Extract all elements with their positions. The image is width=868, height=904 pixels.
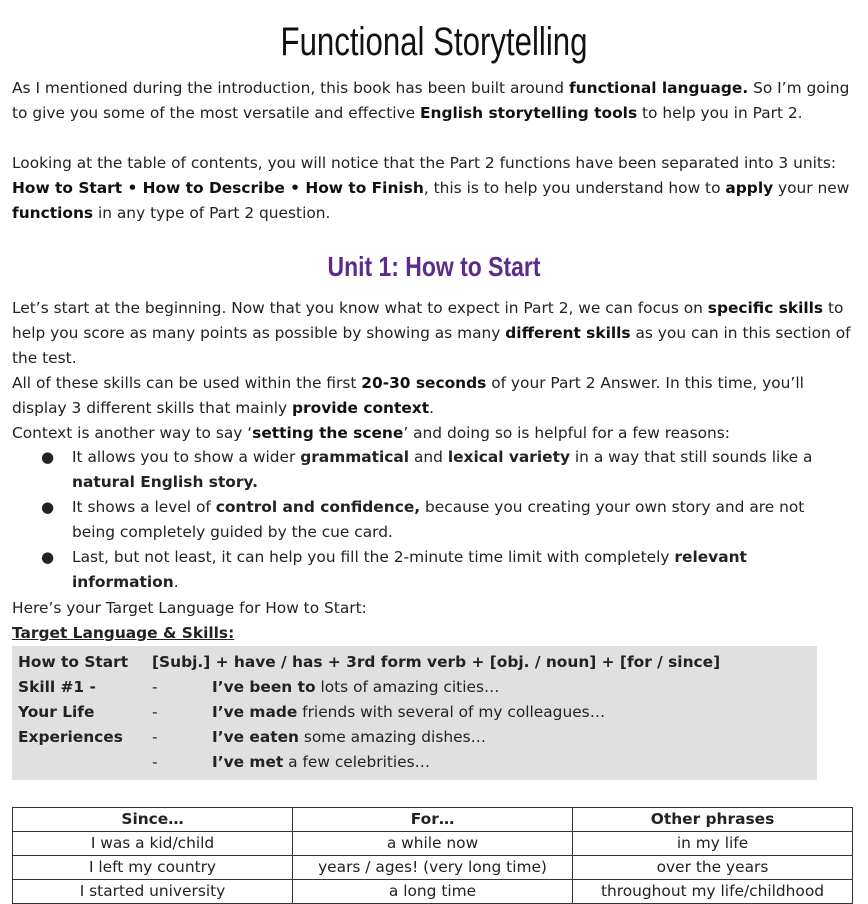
target-row-label: How to Start	[18, 653, 129, 671]
column-header: For…	[293, 808, 573, 832]
target-row-dash: -	[152, 728, 158, 746]
intro-paragraph-2: Looking at the table of contents, you will notice that the Part 2 functions have been separated into 3 units: How to Start • How to Describe • How to Finish, this is to help you understand how to apply your new functions in any type of Part 2 question.	[12, 154, 850, 222]
table-cell: I started university	[13, 880, 293, 904]
list-item	[0, 445, 868, 495]
bullet-icon: ●	[41, 498, 55, 516]
table-cell: a while now	[293, 832, 573, 856]
target-language-heading: Target Language & Skills:	[12, 624, 235, 642]
list-item	[0, 545, 868, 595]
table-cell: years / ages! (very long time)	[293, 856, 573, 880]
unit-paragraph-3: Context is another way to say ‘setting the scene’ and doing so is helpful for a few reasons:	[12, 424, 730, 442]
page-title: Functional Storytelling	[280, 20, 588, 64]
table-header-row	[13, 808, 853, 832]
target-row-example: I’ve eaten some amazing dishes…	[212, 728, 486, 746]
list-item-text: Last, but not least, it can help you fill the 2-minute time limit with completely relevant information.	[72, 548, 747, 591]
target-language-box	[12, 646, 817, 780]
target-formula: [Subj.] + have / has + 3rd form verb + [obj. / noun] + [for / since]	[152, 653, 721, 671]
intro-paragraph-1: As I mentioned during the introduction, this book has been built around functional language. So I’m going to give you some of the most versatile and effective English storytelling tools to help you in Part 2.	[12, 79, 850, 122]
table-cell: in my life	[573, 832, 853, 856]
column-header: Other phrases	[573, 808, 853, 832]
table-cell: throughout my life/childhood	[573, 880, 853, 904]
target-row	[18, 700, 818, 725]
unit-heading: Unit 1: How to Start	[327, 251, 541, 282]
target-row-example: I’ve been to lots of amazing cities…	[212, 678, 500, 696]
target-row	[18, 675, 818, 700]
target-row-label: Your Life	[18, 703, 95, 721]
target-row-label: Experiences	[18, 728, 123, 746]
table-row	[13, 832, 853, 856]
target-language-intro: Here’s your Target Language for How to Start:	[12, 599, 367, 617]
target-row	[18, 725, 818, 750]
phrases-table	[12, 807, 853, 904]
target-row	[18, 650, 818, 675]
list-item-text: It allows you to show a wider grammatical and lexical variety in a way that still sounds like a natural English story.	[72, 448, 813, 491]
bullet-icon: ●	[41, 548, 55, 566]
table-cell: I left my country	[13, 856, 293, 880]
list-item	[0, 495, 868, 545]
target-row-example: I’ve made friends with several of my colleagues…	[212, 703, 606, 721]
target-row-example: I’ve met a few celebrities…	[212, 753, 431, 771]
list-item-text: It shows a level of control and confidence, because you creating your own story and are not being completely guided by the cue card.	[72, 498, 805, 541]
column-header: Since…	[13, 808, 293, 832]
target-row-label: Skill #1 -	[18, 678, 96, 696]
reasons-list	[0, 445, 868, 595]
table-cell: I was a kid/child	[13, 832, 293, 856]
unit-paragraph-1: Let’s start at the beginning. Now that you know what to expect in Part 2, we can focus on specific skills to help you score as many points as possible by showing as many different skills as you can in this section of the test.	[12, 299, 851, 367]
target-row	[18, 750, 818, 775]
target-row-dash: -	[152, 753, 158, 771]
table-row	[13, 856, 853, 880]
table-row	[13, 880, 853, 904]
table-cell: over the years	[573, 856, 853, 880]
target-row-dash: -	[152, 703, 158, 721]
unit-paragraph-2: All of these skills can be used within the first 20-30 seconds of your Part 2 Answer. In this time, you’ll display 3 different skills that mainly provide context.	[12, 374, 804, 417]
target-row-dash: -	[152, 678, 158, 696]
table-cell: a long time	[293, 880, 573, 904]
bullet-icon: ●	[41, 448, 55, 466]
